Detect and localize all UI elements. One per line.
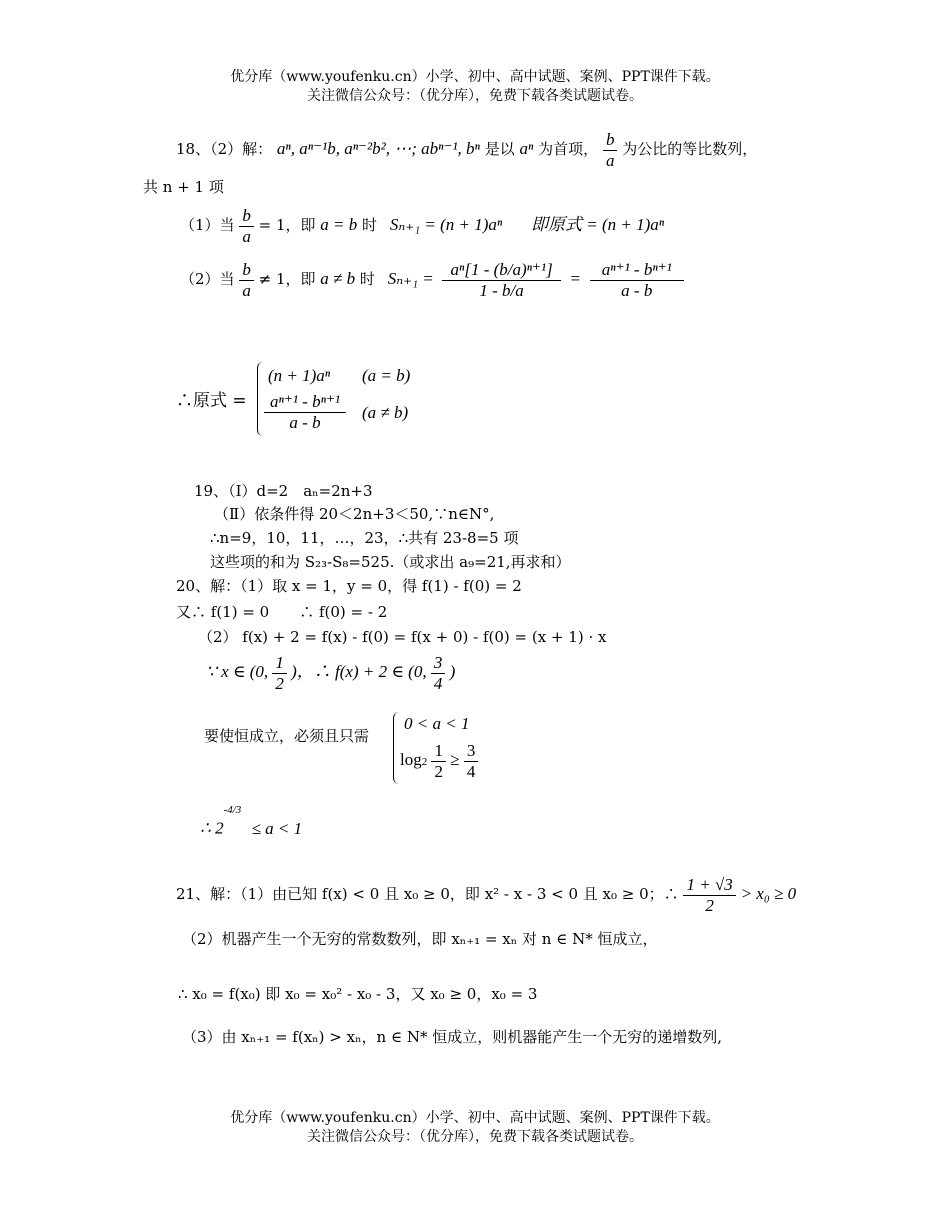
q18-case1-eq: a = b <box>320 215 358 234</box>
q18-first-term: aⁿ <box>519 139 534 158</box>
q20-base: ∴ 2 <box>200 818 224 838</box>
q20-interval-c: ) <box>449 662 456 681</box>
q18-text: 为公比的等比数列， <box>622 140 758 158</box>
q18-case1-label: （1）当 <box>180 216 235 234</box>
q21-text-a: 21、解：（1）由已知 f(x) < 0 且 x₀ ≥ 0，即 x² - x - 3 < 0 且 x₀ ≥ 0；∴ <box>176 885 679 903</box>
q20-system-2 <box>400 738 478 784</box>
q18-ratio <box>603 130 618 171</box>
q20-sys-frac1-den: 2 <box>434 761 443 781</box>
q18-case2-eq2: = <box>569 269 581 288</box>
q21-line-4: （3）由 xₙ₊₁ = f(xₙ) > xₙ，n ∈ N* 恒成立，则机器能产生一个无穷的递增数列, <box>182 1028 723 1046</box>
q20-frac2-den: 4 <box>433 673 443 693</box>
q18-case2-label: （2）当 <box>180 270 235 288</box>
q20-sys-frac1-num: 1 <box>431 741 446 762</box>
q18-sequence: aⁿ, aⁿ⁻¹b, aⁿ⁻²b², ⋯; abⁿ⁻¹, bⁿ <box>276 139 480 158</box>
q20-sys-frac2-den: 4 <box>466 761 476 781</box>
q18-case2-frac-den: 1 - b/a <box>479 280 524 300</box>
q20-frac2-num: 3 <box>431 653 446 674</box>
q20-frac1-den: 2 <box>275 673 284 693</box>
q18-case2-eq: a ≠ b <box>320 269 356 288</box>
q18-concl-cond2: (a ≠ b) <box>362 403 409 422</box>
q20-log-base: 2 <box>421 756 428 768</box>
q19-line-2: （Ⅱ）依条件得 20＜2n+3＜50,∵n∈N°, <box>214 505 495 523</box>
q18-count: 共 n + 1 项 <box>143 178 224 196</box>
q18-case2-frac-num: aⁿ[1 - (b/a)ⁿ⁺¹] <box>442 260 560 281</box>
q18-case1 <box>180 204 664 247</box>
q20-line-2: 又∴ f(1) = 0 ∴ f(0) = - 2 <box>176 603 388 621</box>
q18-case2 <box>180 258 684 301</box>
q20-system-1: 0 < a < 1 <box>404 714 470 733</box>
q20-exponent: -4/3 <box>223 804 242 816</box>
q18-concl-den: a - b <box>289 413 321 432</box>
q18-case1-den: a <box>242 226 251 246</box>
q18-case2-result-num: aⁿ⁺¹ - bⁿ⁺¹ <box>590 260 684 281</box>
q18-text: 是以 <box>484 140 515 158</box>
q18-case2-den: a <box>242 280 251 300</box>
q18-concl-frac <box>264 392 346 433</box>
q19-line-4: 这些项的和为 S₂₃-S₈=525.（或求出 a₉=21,再求和） <box>210 553 571 571</box>
q20-sys-frac2-num: 3 <box>464 741 479 762</box>
q18-label: 18、（2）解： <box>176 140 273 158</box>
q18-case1-result: 即原式 = (n + 1)aⁿ <box>531 215 665 234</box>
q20-interval-a: ∵ x ∈ (0, <box>206 662 269 681</box>
q18-concl-num: aⁿ⁺¹ - bⁿ⁺¹ <box>264 392 346 413</box>
q18-case1-sum: Sₙ₊₁ = (n + 1)aⁿ <box>389 215 503 234</box>
q18-case2-S: Sₙ₊₁ = <box>387 269 434 288</box>
q18-case2-result-den: a - b <box>621 280 653 300</box>
footer-line-2: 关注微信公众号：（优分库），免费下载各类试题试卷。 <box>307 1129 643 1145</box>
q18-text: 为首项， <box>538 140 599 158</box>
q18-case1-num: b <box>239 206 254 227</box>
q20-geq: ≥ <box>450 750 460 769</box>
q20-result: ≤ a < 1 <box>251 818 303 838</box>
q20-frac1-num: 1 <box>272 653 287 674</box>
q21-frac-den: 2 <box>705 895 714 915</box>
q20-line-4 <box>206 650 455 694</box>
q18-case2-cond: ≠ 1，即 <box>258 270 316 288</box>
q20-interval-b: )，∴ f(x) + 2 ∈ (0, <box>291 662 427 681</box>
q18-concl-case1: (n + 1)aⁿ <box>268 366 331 385</box>
q20-line-1: 20、解：（1）取 x = 1，y = 0，得 f(1) - f(0) = 2 <box>176 577 522 595</box>
q18-line-1 <box>176 128 757 171</box>
q18-text: 时 <box>359 270 375 288</box>
footer-line-1: 优分库（www.youfenku.cn）小学、初中、高中试题、案例、PPT课件下载。 <box>230 1110 720 1126</box>
q19-line-1: 19、（Ⅰ）d=2 aₙ=2n+3 <box>194 482 373 500</box>
q21-text-b: > x₀ ≥ 0 <box>740 884 797 903</box>
header-line-1: 优分库（www.youfenku.cn）小学、初中、高中试题、案例、PPT课件下载。 <box>230 69 720 85</box>
q20-line-5: 要使恒成立，必须且只需 <box>204 727 370 745</box>
q19-line-3: ∴n=9，10，11，…，23，∴共有 23-8=5 项 <box>210 529 519 547</box>
q21-line-2: （2）机器产生一个无穷的常数数列，即 xₙ₊₁ = xₙ 对 n ∈ N* 恒成立， <box>182 930 658 948</box>
q18-case1-cond: = 1，即 <box>258 216 316 234</box>
q18-case2-num: b <box>239 260 254 281</box>
q18-ratio-den: a <box>605 150 615 170</box>
q21-frac-num: 1 + √3 <box>683 875 735 896</box>
q20-line-3: （2） f(x) + 2 = f(x) - f(0) = f(x + 0) - f(0) = (x + 1) · x <box>198 628 607 646</box>
q20-log: log <box>400 750 422 769</box>
header-line-2: 关注微信公众号：（优分库），免费下载各类试题试卷。 <box>307 88 643 104</box>
q21-line-3: ∴ x₀ = f(x₀) 即 x₀ = x₀² - x₀ - 3，又 x₀ ≥ 0，x₀ = 3 <box>178 985 538 1003</box>
q21-line-1 <box>176 872 796 916</box>
q18-ratio-num: b <box>603 130 618 151</box>
q20-line-6 <box>200 804 303 839</box>
q18-conclusion-label: ∴原式 = <box>176 391 247 411</box>
q18-text: 时 <box>362 216 378 234</box>
q18-concl-cond1: (a = b) <box>362 366 411 385</box>
